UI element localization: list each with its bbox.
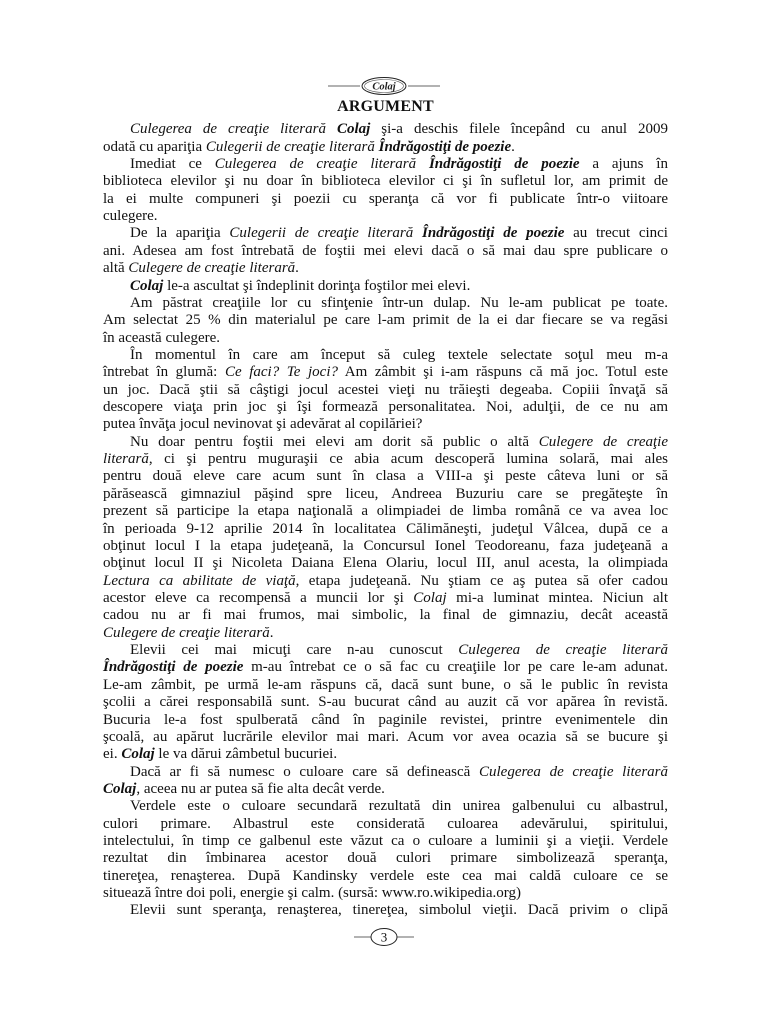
- text-run: prezent să participe la etapa naţională a olimpiadei de limba română ce va avea loc: [103, 503, 668, 520]
- text-line: [103, 416, 668, 433]
- emphasis-italic: Culegerea de creaţie literară: [478, 763, 668, 780]
- text-line: [103, 503, 668, 520]
- emphasis-bold-italic: Îndrăgostiţi de poezie: [428, 156, 580, 173]
- text-line: [103, 590, 668, 607]
- text-line: [103, 868, 668, 885]
- text-run: biblioteca elevilor şi nu doar în biblioteca elevilor ci şi în sufletul lor, am primit de: [103, 173, 668, 190]
- text-line: [103, 312, 668, 329]
- paragraph: [103, 278, 668, 295]
- emphasis-bold-italic: Colaj: [121, 746, 155, 763]
- text-run: Nu doar pentru foştii mei elevi am dorit să public o altă: [130, 433, 539, 450]
- emphasis-bold-italic: Îndrăgostiţi de poezie: [378, 138, 512, 155]
- text-line: [103, 781, 668, 798]
- text-run: părăsească gimnaziul păşind spre liceu, Andreea Buzuriu care se pregăteşte în: [103, 485, 668, 502]
- text-run: tinereţea, renaşterea. După Kandinsky verdele este cea mai caldă culoare ce se: [103, 867, 668, 884]
- text-run: În momentul în care am început să culeg textele selectate soţul meu m-a: [130, 346, 668, 363]
- text-run: Dacă ar fi să numesc o culoare care să definească: [130, 763, 479, 780]
- emphasis-italic: Culegere de creaţie literară: [103, 624, 270, 641]
- text-line: [103, 573, 668, 590]
- text-run: , ci şi pentru muguraşii ce abia acum descoperă lumina solară, mai ales: [148, 451, 668, 468]
- text-run: De la apariţia: [130, 225, 230, 242]
- text-run: .: [511, 138, 515, 155]
- text-line: [103, 677, 668, 694]
- text-line: [103, 764, 668, 781]
- text-line: [103, 712, 668, 729]
- text-line: [103, 729, 668, 746]
- text-line: [103, 139, 668, 156]
- emphasis-italic: Culegere de creaţie literară: [128, 260, 296, 277]
- text-run: ei.: [103, 746, 122, 763]
- text-run: şcolii a cărei responsabilă sunt. S-au bucurat când au auzit că vor apărea în revistă.: [103, 694, 668, 711]
- text-run: , aceea nu ar putea să fie alta decât verde.: [136, 780, 385, 797]
- text-line: [103, 330, 668, 347]
- text-run: şcoală, au apărut lucrările elevilor mai mari. Acum vor avea ocazia să se bucure şi: [103, 728, 668, 745]
- text-run: în perioada 9-12 aprilie 2014 în localitatea Călimăneşti, judeţul Vâlcea, după ce a: [103, 520, 668, 537]
- emphasis-bold-italic: Colaj: [130, 277, 164, 294]
- text-line: [103, 746, 668, 763]
- text-run: Am selectat 25 % din materialul pe care l-am primit de la ei dar fiecare se va regăsi: [103, 312, 668, 329]
- text-line: [103, 173, 668, 190]
- paragraph: [103, 347, 668, 434]
- text-line: [103, 468, 668, 485]
- text-run: Verdele este o culoare secundară rezultată din unirea galbenului cu albastrul,: [130, 798, 668, 815]
- paragraph: [103, 225, 668, 277]
- text-run: obţinut locul II şi Nicoleta Daiana Elena Olariu, locul III, anul acesta, la olimpiada: [103, 555, 668, 572]
- text-line: [103, 434, 668, 451]
- emphasis-italic: Culegerii de creaţie literară: [229, 225, 422, 242]
- emphasis-bold-italic: Colaj: [103, 780, 137, 797]
- logo-text: Colaj: [372, 81, 396, 93]
- paragraph: [103, 764, 668, 799]
- text-line: [103, 347, 668, 364]
- emphasis-italic: literară: [103, 451, 149, 468]
- page-number-badge: [344, 926, 424, 948]
- text-run: altă: [103, 260, 129, 277]
- text-run: obţinut locul I la etapa judeţeană, la Concursul Ionel Teodoreanu, faza judeţeană a: [103, 537, 668, 554]
- emphasis-italic: Culegerea de creaţie literară: [214, 156, 429, 173]
- paragraph: [103, 902, 668, 919]
- text-line: [103, 399, 668, 416]
- text-run: le-a ascultat şi îndeplinit dorinţa foştilor mei elevi.: [163, 277, 471, 294]
- text-run: mi-a luminat mintea. Niciun alt: [446, 590, 668, 606]
- emphasis-bold-italic: Colaj: [336, 121, 371, 138]
- text-run: şi-a deschis filele începând cu anul 2009: [370, 121, 668, 138]
- text-run: au trecut cinci: [564, 225, 668, 242]
- emphasis-bold-italic: Îndrăgostiţi de poezie: [103, 659, 244, 676]
- text-line: [103, 902, 668, 919]
- text-run: , etapa judeţeană. Nu ştiam ce aş putea să ofer cadou: [295, 572, 668, 589]
- text-run: Bucuria le-a fost spulberată când în paginile revistei, printre evenimentele din: [103, 711, 668, 728]
- emphasis-italic: Culegere de creaţie: [538, 433, 668, 450]
- text-run: Le-am zâmbit, pe urmă le-am răspuns că, dacă sunt bune, o să le public în revista: [103, 676, 668, 693]
- text-run: la ei multe compuneri şi poezii cu speranţa că vor fi publicate într-o viitoare: [103, 190, 668, 207]
- text-line: [103, 555, 668, 572]
- paragraph: [103, 434, 668, 642]
- text-run: culori primare. Albastrul este considerată culoarea adevărului, spiritului,: [103, 815, 668, 832]
- text-run: Am păstrat creaţiile lor cu sfinţenie într-un dulap. Nu le-am publicat pe toate.: [130, 294, 668, 311]
- text-line: [103, 885, 668, 902]
- text-line: [103, 659, 668, 676]
- paragraph: [103, 798, 668, 902]
- text-line: [103, 816, 668, 833]
- text-run: în această culegere.: [103, 329, 221, 346]
- text-run: acestor eleve ca recompensă a muncii lor şi: [103, 590, 414, 606]
- emphasis-bold-italic: Îndrăgostiţi de poezie: [421, 225, 565, 242]
- text-run: m-au întrebat ce o să fac cu creaţiile lor pe care le-am adunat.: [243, 659, 668, 676]
- paragraph: [103, 642, 668, 764]
- text-line: [103, 208, 668, 225]
- text-line: [103, 382, 668, 399]
- text-line: [103, 225, 668, 242]
- text-run: odată cu apariţia: [103, 138, 206, 155]
- emphasis-italic: Colaj: [413, 590, 447, 606]
- text-run: un joc. Dacă ştii să câştigi jocul acestei vieţi nu trăieşti degeaba. Copiii învaţă să: [103, 381, 668, 398]
- text-line: [103, 607, 668, 624]
- text-run: cadou nu ar fi mai frumos, mai simbolic, la final de gimnaziu, decât această: [103, 607, 668, 624]
- text-line: [103, 850, 668, 867]
- text-run: a ajuns în: [579, 156, 668, 173]
- emphasis-italic: Ce faci? Te joci?: [224, 364, 338, 381]
- text-run: întrebat în glumă:: [103, 364, 225, 381]
- text-line: [103, 260, 668, 277]
- emphasis-italic: Culegerea de creaţie literară: [130, 121, 337, 138]
- text-line: [103, 625, 668, 642]
- text-line: [103, 156, 668, 173]
- text-line: [103, 121, 668, 138]
- colaj-logo: [324, 75, 444, 97]
- text-run: rezultat din îmbinarea acestor două culori primare simbolizează speranţa,: [103, 850, 668, 867]
- text-line: [103, 191, 668, 208]
- text-line: [103, 833, 668, 850]
- text-line: [103, 538, 668, 555]
- text-run: descopere viaţa prin joc şi îşi formează personalitatea. Noi, adulţii, de ce nu am: [103, 399, 668, 416]
- emphasis-italic: Culegerea de creaţie literară: [458, 642, 668, 659]
- emphasis-italic: Lectura ca abilitate de viaţă: [103, 572, 296, 589]
- text-run: Am zâmbit şi i-am răspuns că mă joc. Totul este: [338, 364, 668, 381]
- text-run: situează între doi poli, energie şi calm. (sursă: www.ro.wikipedia.org): [103, 885, 521, 902]
- text-run: .: [269, 624, 274, 641]
- text-line: [103, 798, 668, 815]
- text-line: [103, 642, 668, 659]
- text-run: le va dărui zâmbetul bucuriei.: [154, 746, 338, 763]
- text-line: [103, 486, 668, 503]
- text-line: [103, 243, 668, 260]
- paragraph: [103, 156, 668, 225]
- text-run: ani. Adesea am fost întrebată de foştii mei elevi dacă o să mai dau spre publicare o: [103, 242, 668, 259]
- paragraph: [103, 121, 668, 156]
- text-run: culegere.: [103, 208, 158, 225]
- text-run: .: [295, 260, 299, 277]
- text-line: [103, 295, 668, 312]
- document-body: [103, 121, 668, 920]
- text-run: putea învăţa jocul nevinovat şi adevărat al copilăriei?: [103, 416, 423, 433]
- text-run: Elevii sunt speranţa, renaşterea, tinereţea, simbolul vieţii. Dacă privim o clipă: [130, 902, 668, 919]
- text-run: intelectului, în timp ce galbenul este văzut ca o culoare a luminii şi a vieţii. Verdele: [103, 833, 668, 850]
- paragraph: [103, 295, 668, 347]
- text-line: [103, 451, 668, 468]
- text-run: Imediat ce: [130, 156, 215, 173]
- page-number: 3: [380, 929, 388, 945]
- text-line: [103, 364, 668, 381]
- emphasis-italic: Culegerii de creaţie literară: [205, 138, 379, 155]
- text-line: [103, 278, 668, 295]
- text-line: [103, 694, 668, 711]
- text-run: pentru două eleve care acum sunt în clasa a VIII-a şi peste câteva luni or să: [103, 468, 668, 485]
- text-line: [103, 521, 668, 538]
- page-title: ARGUMENT: [337, 98, 434, 115]
- text-run: Elevii cei mai micuţi care n-au cunoscut: [130, 642, 459, 659]
